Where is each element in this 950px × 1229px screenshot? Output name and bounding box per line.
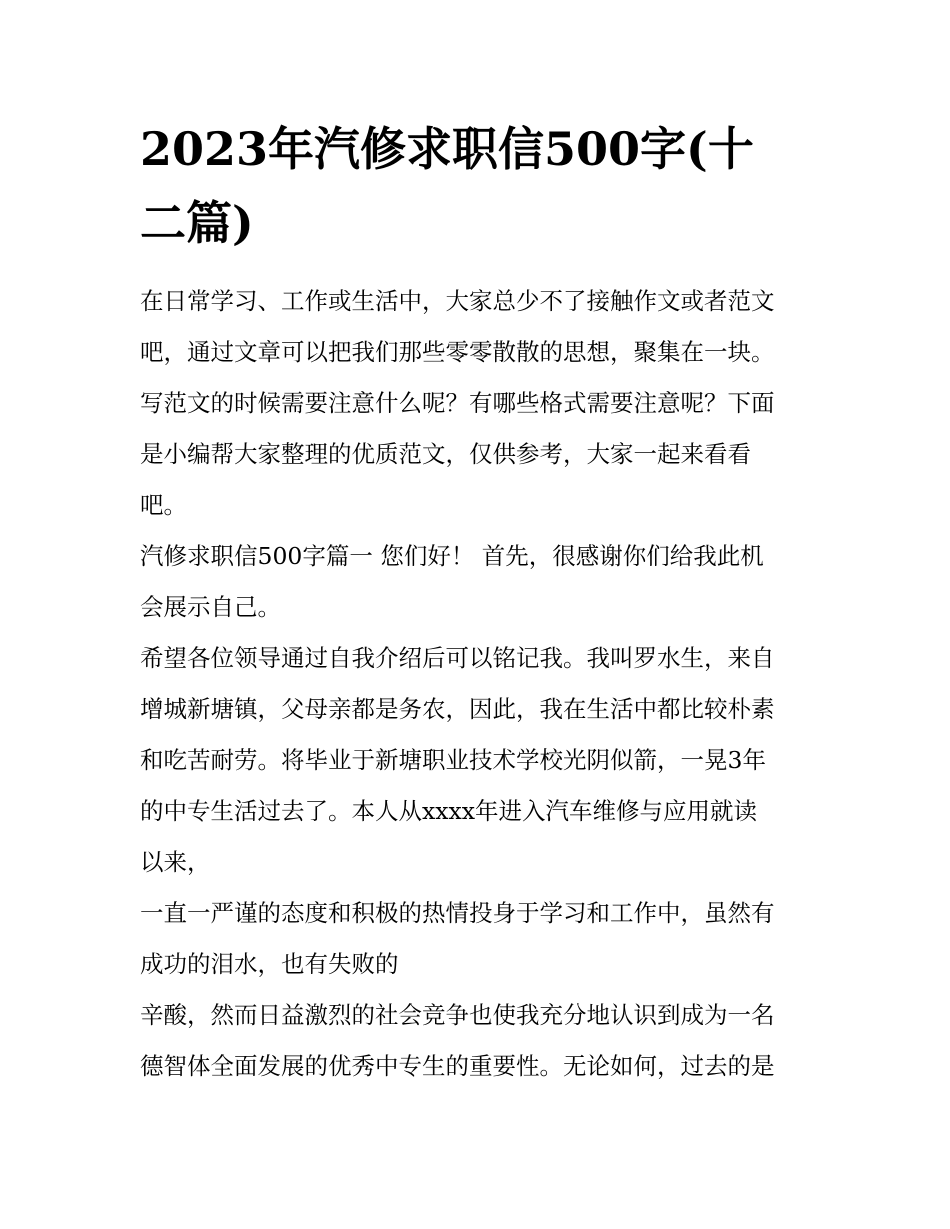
body-line: 希望各位领导通过自我介绍后可以铭记我。我叫罗水生，来自 <box>140 644 775 672</box>
body-line: 和吃苦耐劳。将毕业于新塘职业技术学校光阴似箭，一晃3年 <box>140 746 766 774</box>
body-line: 写范文的时候需要注意什么呢？有哪些格式需要注意呢？下面 <box>140 389 775 417</box>
document-body <box>140 276 830 1092</box>
body-line: 汽修求职信500字篇一 您们好！ 首先，很感谢你们给我此机 <box>140 542 764 570</box>
body-line: 增城新塘镇，父母亲都是务农，因此，我在生活中都比较朴素 <box>140 695 775 723</box>
body-line: 辛酸，然而日益激烈的社会竞争也使我充分地认识到成为一名 <box>140 1001 775 1029</box>
body-line: 吧，通过文章可以把我们那些零零散散的思想，聚集在一块。 <box>140 338 775 366</box>
body-line: 的中专生活过去了。本人从xxxx年进入汽车维修与应用就读 <box>140 797 758 825</box>
body-line: 会展示自己。 <box>140 593 281 621</box>
body-line: 成功的泪水，也有失败的 <box>140 950 399 978</box>
title-line-1: 2023年汽修求职信500字(十 <box>140 122 754 176</box>
body-line: 是小编帮大家整理的优质范文，仅供参考，大家一起来看看 <box>140 440 751 468</box>
body-line: 在日常学习、工作或生活中，大家总少不了接触作文或者范文 <box>140 287 775 315</box>
body-line: 一直一严谨的态度和积极的热情投身于学习和工作中，虽然有 <box>140 899 775 927</box>
body-line: 吧。 <box>140 491 187 519</box>
body-line: 德智体全面发展的优秀中专生的重要性。无论如何，过去的是 <box>140 1052 775 1080</box>
document-title <box>140 112 820 260</box>
title-line-2: 二篇) <box>140 196 254 250</box>
body-line: 以来， <box>140 848 211 876</box>
